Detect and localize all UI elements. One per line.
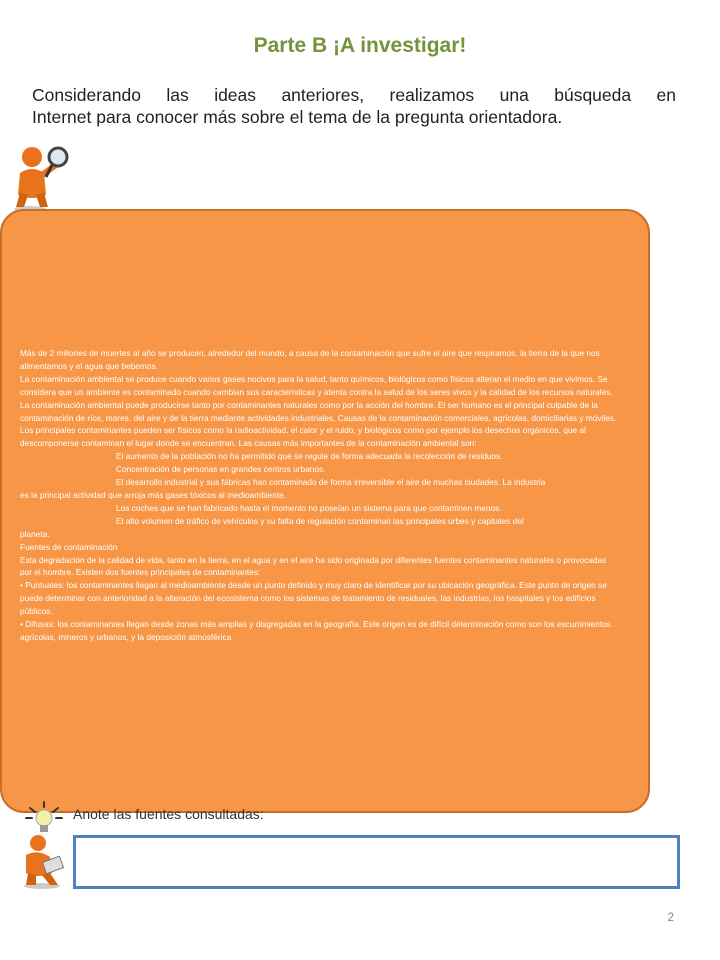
paragraph: Esta degradación de la calidad de vida, tanto en la tierra, en el agua y en el aire ha sido originada por diferentes fuentes contaminantes naturales o provocadas por el hombre. Existen dos fuentes principales de contaminantes: <box>20 554 607 578</box>
intro-paragraph <box>32 84 676 128</box>
section-heading: Fuentes de contaminación <box>20 541 118 552</box>
cause-item: El aumento de la población no ha permitido que se regule de forma adecuada la recolección de residuos. <box>116 451 503 462</box>
cause-item: Los coches que se han fabricado hasta el momento no poseían un sistema para que contaminen menos. <box>116 502 502 513</box>
cause-item: Concentración de personas en grandes centros urbanos. <box>116 464 326 475</box>
cause-item-continuation: planeta. <box>20 528 50 539</box>
paragraph: Los principales contaminantes pueden ser físicos como la radioactividad, el calor y el ruido, y biológicos como por ejemplo los desechos orgánicos, que al descomponerse contaminan el lugar donde se encuentran. Las causas más importantes de la contaminación ambiental son: <box>20 425 586 449</box>
page-title: Parte B ¡A investigar! <box>253 34 467 57</box>
cause-item: El alto volumen de tráfico de vehículos y su falta de regulación contaminan las principales urbes y capitales del <box>116 515 524 526</box>
paragraph: La contaminación ambiental puede producirse tanto por contaminantes naturales como por la acción del hombre. El ser humano es el principal culpable de la contaminación de ríos, mares, del aire y de la tierra mediante actividades industriales, Causas de la contaminación comerciales, agrícolas, domiciliarias y móviles. <box>20 399 617 423</box>
cause-item: El desarrollo industrial y sus fábricas han contaminado de forma irreversible el aire de muchas ciudades. La industria <box>116 477 546 488</box>
intro-line-1: Considerando las ideas anteriores, realizamos una búsqueda en <box>32 85 676 105</box>
investigator-figure-icon <box>10 143 72 213</box>
writing-figure-icon <box>20 833 68 889</box>
paragraph: • Difusas: los contaminantes llegan desde zonas más amplias y disgregadas en la geografía. Este origen es de difícil determinación como son los escurrimientos agrícolas, mineros y urbanos, y la deposición atmosférica <box>20 619 611 642</box>
paragraph: • Puntuales: los contaminantes llegan al medioambiente desde un punto definido y muy claro de identificar por su ubicación geográfica. Este punto de origen se puede determinar con anterioridad a la alteración del ecosistema como los sistemas de tratamiento de residuales, las industrias, los hospitales y los edificios públicos. <box>20 580 607 617</box>
research-content-box <box>0 209 650 813</box>
lightbulb-icon <box>22 800 66 836</box>
cause-item-continuation: es la principal actividad que arroja más gases tóxicos al medioambiente. <box>20 489 287 500</box>
research-text <box>20 347 620 644</box>
sources-label: Anote las fuentes consultadas: <box>73 806 264 822</box>
intro-line-2: Internet para conocer más sobre el tema de la pregunta orientadora. <box>32 107 563 127</box>
paragraph: La contaminación ambiental se produce cuando varios gases nocivos para la salud, tanto químicos, biológicos como físicos alteran el medio en que vivimos. Se considera que un ambiente es contaminado cuando cambian sus características y atenta contra la salud de los seres vivos y la calidad de los recursos naturales. <box>20 373 613 397</box>
paragraph: Más de 2 millones de muertes al año se producen, alrededor del mundo, a causa de la contaminación que sufre el aire que respiramos, la tierra de la que nos alimentamos y el agua que bebemos. <box>20 348 600 371</box>
sources-input-box[interactable] <box>73 835 680 889</box>
page-number: 2 <box>667 910 674 924</box>
